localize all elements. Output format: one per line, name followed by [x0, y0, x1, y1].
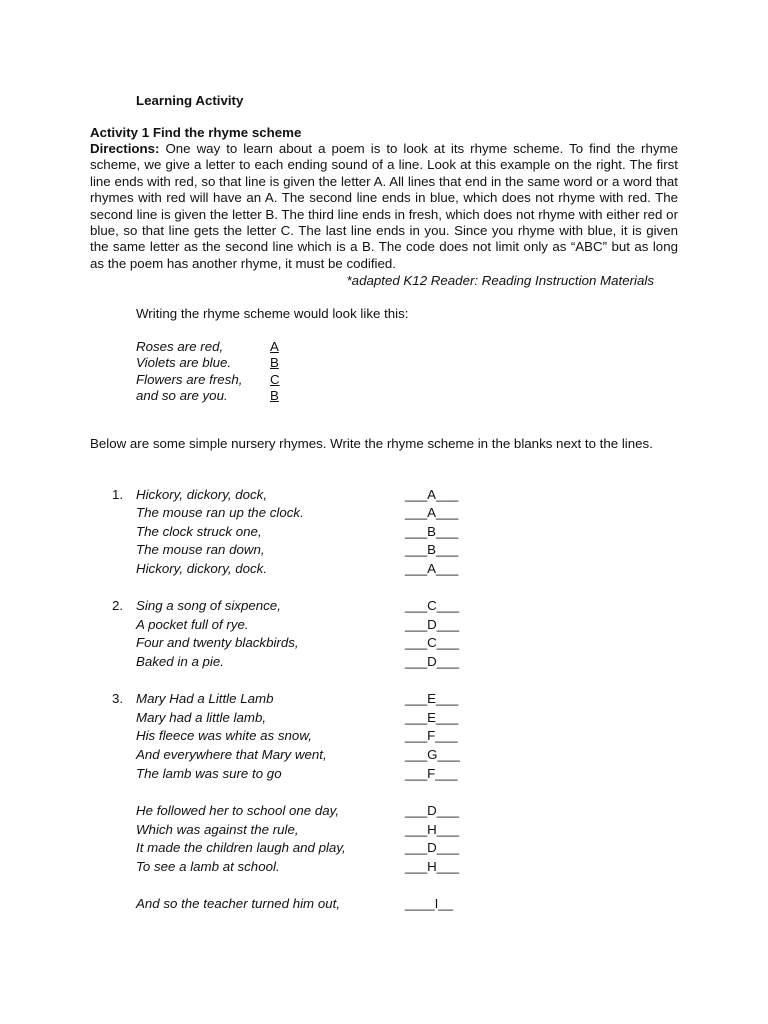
answer-blank[interactable]: ___A___ — [405, 487, 459, 502]
answer-blank[interactable]: ___D___ — [405, 654, 459, 669]
answer-blank[interactable]: ___F___ — [405, 728, 458, 743]
answer-blank[interactable]: ___C___ — [405, 598, 459, 613]
poem-line: He followed her to school one day, — [136, 803, 340, 818]
answer-blank[interactable]: ___F___ — [405, 766, 458, 781]
example-line: Flowers are fresh, — [136, 372, 243, 387]
poem-line: Mary Had a Little Lamb — [136, 691, 274, 706]
page-title: Learning Activity — [136, 93, 244, 108]
directions-label: Directions: — [90, 141, 160, 156]
answer-blank[interactable]: ___D___ — [405, 840, 459, 855]
poem-line: Baked in a pie. — [136, 654, 224, 669]
example-letter: C — [270, 372, 280, 387]
directions-text: One way to learn about a poem is to look at its rhyme scheme. To find the rhyme scheme, we give a letter to each ending sound of a line. Look at this example on the right. The first line ends with red, so that line is given the letter A. All lines that end in the same word or a word that rhymes with red will have an A. The second line ends in blue, which does not rhyme with red. The second line is given the letter B. The third line ends in fresh, which does not rhyme with either red or blue, so that line gets the letter C. The last line ends in you. Since you rhyme with blue, it is given the same letter as the second line which is a B. The code does not limit only as “ABC” but as long as the poem has another rhyme, it must be codified. — [90, 141, 678, 271]
answer-blank[interactable]: ___E___ — [405, 710, 459, 725]
poem-line: The lamb was sure to go — [136, 766, 282, 781]
answer-blank[interactable]: ___A___ — [405, 561, 459, 576]
example-letter: B — [270, 388, 279, 403]
rhyme-number: 1. — [112, 487, 124, 502]
source-citation: *adapted K12 Reader: Reading Instruction Materials — [346, 273, 654, 288]
poem-line: The clock struck one, — [136, 524, 262, 539]
answer-blank[interactable]: ___E___ — [405, 691, 459, 706]
answer-blank[interactable]: ____I__ — [405, 896, 454, 911]
answer-blank[interactable]: ___A___ — [405, 505, 459, 520]
answer-blank[interactable]: ___G___ — [405, 747, 460, 762]
example-intro: Writing the rhyme scheme would look like this: — [136, 306, 409, 321]
poem-line: Sing a song of sixpence, — [136, 598, 281, 613]
poem-line: Which was against the rule, — [136, 822, 299, 837]
example-letter: B — [270, 355, 279, 370]
answer-blank[interactable]: ___D___ — [405, 617, 459, 632]
poem-line: The mouse ran down, — [136, 542, 265, 557]
poem-line: Mary had a little lamb, — [136, 710, 267, 725]
example-line: Roses are red, — [136, 339, 224, 354]
answer-blank[interactable]: ___C___ — [405, 635, 459, 650]
poem-line: The mouse ran up the clock. — [136, 505, 304, 520]
poem-line: It made the children laugh and play, — [136, 840, 346, 855]
example-line: Violets are blue. — [136, 355, 232, 370]
exercise-instructions: Below are some simple nursery rhymes. Write the rhyme scheme in the blanks next to the lines. — [90, 436, 653, 451]
rhyme-number: 3. — [112, 691, 124, 706]
rhyme-number: 2. — [112, 598, 124, 613]
poem-line: His fleece was white as snow, — [136, 728, 312, 743]
poem-line: And so the teacher turned him out, — [136, 896, 341, 911]
answer-blank[interactable]: ___D___ — [405, 803, 459, 818]
poem-line: A pocket full of rye. — [136, 617, 249, 632]
poem-line: Hickory, dickory, dock, — [136, 487, 268, 502]
poem-line: Hickory, dickory, dock. — [136, 561, 268, 576]
answer-blank[interactable]: ___B___ — [405, 542, 459, 557]
answer-blank[interactable]: ___H___ — [405, 822, 459, 837]
directions-paragraph — [90, 141, 678, 272]
example-letter: A — [270, 339, 279, 354]
activity-title: Activity 1 Find the rhyme scheme — [90, 125, 302, 140]
answer-blank[interactable]: ___H___ — [405, 859, 459, 874]
poem-line: And everywhere that Mary went, — [136, 747, 327, 762]
poem-line: To see a lamb at school. — [136, 859, 280, 874]
poem-line: Four and twenty blackbirds, — [136, 635, 299, 650]
example-line: and so are you. — [136, 388, 228, 403]
answer-blank[interactable]: ___B___ — [405, 524, 459, 539]
